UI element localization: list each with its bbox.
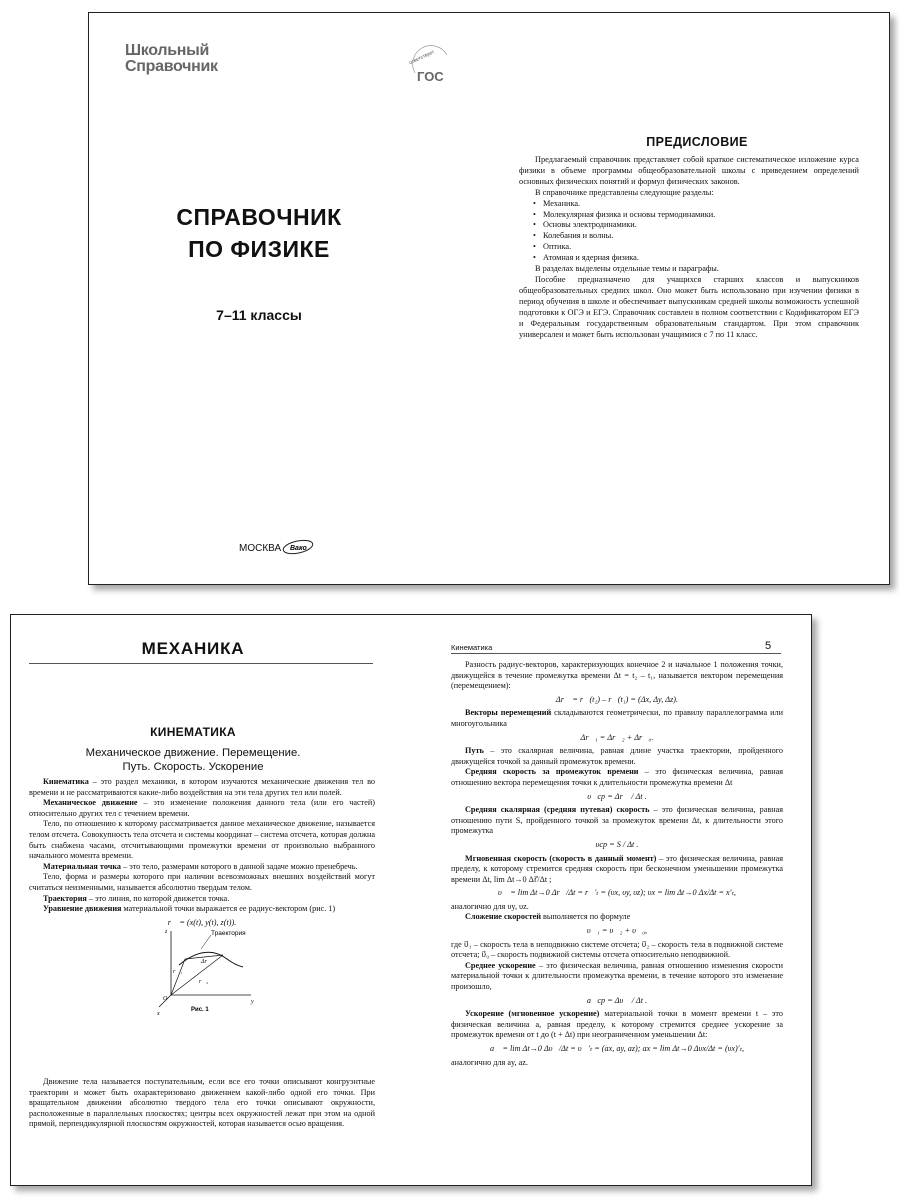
svg-text:z: z [165, 929, 168, 935]
formula: a⃗ = lim Δt→0 Δυ⃗/Δt = υ⃗′ₜ = (ax, ay, az); ax = lim Δt→0 Δυx/Δt = (υx)′ₜ, [489, 1044, 745, 1053]
fgos-logo [407, 43, 457, 89]
preface-section-list [519, 199, 859, 264]
paragraph: Средняя скорость за промежуток времени – это физическая величина, равная отношению вектора перемещения точки к длительности промежутка времени Δt [451, 767, 783, 787]
svg-text:O: O [163, 996, 168, 1002]
formula: r⃗ = (x(t), y(t), z(t)). [167, 917, 237, 927]
paragraph: Путь – это скалярная величина, равная длине участка траектории, пройденного движущейся точкой за данный промежуток времени. [451, 746, 783, 766]
svg-text:r⃗₂: r⃗₂ [199, 979, 209, 985]
page-number: 5 [765, 640, 772, 652]
formula: υср = S / Δt . [595, 839, 639, 849]
paragraph: аналогично для υy, υz. [451, 901, 529, 911]
paragraph: аналогично для ay, az. [451, 1057, 528, 1067]
svg-text:Δr⃗: Δr⃗ [201, 959, 212, 965]
paragraph: Тело, по отношению к которому рассматривается данное механическое движение, называется телом отсчета. Совокупность тела отсчета и системы координат – система отсчета, которая должна быть снабжена часами, отсчитывающими промежутки времени от произвольно выбранного начального момента времени. [29, 819, 375, 861]
title-page [88, 12, 890, 585]
content-spread [10, 614, 812, 1186]
preface-paragraph: В разделах выделены отдельные темы и параграфы. [535, 264, 719, 274]
subsection-title: КИНЕМАТИКА [150, 725, 236, 739]
paragraph: Векторы перемещений складываются геометрически, по правилу параллелограмма или многоугольника [451, 708, 784, 728]
trajectory-label: Траектория [211, 930, 246, 937]
list-item: • Механика. [533, 199, 859, 210]
formula: υ⃗ср = Δr⃗ / Δt . [587, 791, 647, 801]
section-divider [29, 663, 373, 664]
running-head: Кинематика [451, 643, 781, 654]
formula: υ⃗₁ = υ⃗₂ + υ⃗₀, [586, 926, 648, 936]
paragraph: Сложение скоростей выполняется по формуле [465, 912, 631, 922]
preface-heading: ПРЕДИСЛОВИЕ [646, 135, 748, 149]
figure-caption: Рис. 1 [191, 1007, 209, 1013]
formula: Δr⃗ = r⃗(t₂) – r⃗(t₁) = (Δx, Δy, Δz). [555, 694, 679, 704]
fgos-letters: ГОС [417, 69, 444, 84]
topic-title: Механическое движение. Перемещение. Путь. Скорость. Ускорение [85, 747, 301, 773]
preface-paragraph: В справочнике представлены следующие разделы: [535, 187, 714, 197]
list-item: • Атомная и ядерная физика. [533, 253, 859, 264]
section-title: МЕХАНИКА [141, 639, 245, 658]
publisher-logo [281, 539, 315, 555]
formula: a⃗ср = Δυ⃗ / Δt . [586, 995, 648, 1005]
svg-text:r⃗₁: r⃗₁ [173, 969, 183, 975]
list-item: • Молекулярная физика и основы термодинамики. [533, 210, 859, 221]
svg-text:x: x [157, 1011, 160, 1017]
paragraph: Траектория – это линия, по которой движется точка. [43, 893, 230, 903]
school-reference-logo: Школьный Справочник [125, 42, 218, 75]
paragraph: Ускорение (мгновенное ускорение) материальной точки в момент времени t – это физическая величина a, равная пределу, к которому стремится среднее ускорение за промежуток времени от t до (t + Δt) при неограниченном уменьшении Δt: [451, 1009, 783, 1040]
paragraph: Кинематика – это раздел механики, в котором изучаются механические движения тел во времени и не рассматриваются какие-либо воздействия на эти тела других тел или полей. [29, 777, 375, 797]
paragraph: Среднее ускорение – это физическая величина, равная отношению изменения скорости материальной точки к длительности промежутка времени, в течение которого это изменение произошло, [451, 960, 783, 992]
paragraph: Тело, форма и размеры которого при наличии всевозможных внешних воздействий могут считаться неизменными, называется абсолютно твердым телом. [29, 872, 375, 892]
paragraph: где υ⃗₁ – скорость тела в неподвижно системе отсчета; υ⃗₂ – скорость тела в подвижной системе отсчета; υ⃗₀ – скорость подвижной системы отсчета относительно неподвижной. [451, 939, 783, 960]
preface-text [519, 155, 859, 340]
book-title: СПРАВОЧНИК ПО ФИЗИКЕ [176, 204, 342, 262]
preface-paragraph: Предлагаемый справочник представляет собой краткое систематическое изложение курса физики в объеме программы общеобразовательной школы с приведением определений основных физических понятий и формул физических законов. [519, 155, 859, 186]
list-item: • Основы электродинамики. [533, 220, 859, 231]
formula: Δr⃗₁ = Δr⃗₂ + Δr⃗₀. [580, 732, 654, 742]
svg-text:y: y [251, 999, 254, 1005]
publication-city: МОСКВА [239, 543, 282, 554]
svg-text:Вако: Вако [290, 545, 307, 552]
right-column [451, 660, 783, 1068]
left-column-continued [29, 1077, 375, 1130]
list-item: • Колебания и волны. [533, 231, 859, 242]
paragraph: Разность радиус-векторов, характеризующих конечное 2 и начальное 1 положения точки, движущейся в течение промежутка времени Δt = t₂ – t₁, называется вектором перемещения (перемещением): [451, 660, 783, 691]
figure-trajectory [151, 925, 261, 1025]
list-item: • Оптика. [533, 242, 859, 253]
paragraph: Материальная точка – это тело, размерами которого в данной задаче можно пренебречь. [43, 861, 358, 871]
preface-paragraph: Пособие предназначено для учащихся старших классов и выпускников общеобразовательных средних школ. Оно может быть использовано при изучении физики в период обучения в школе и обеспечивает выпускникам средней школы возможность успешной подготовки к ОГЭ и ЕГЭ. Справочник составлен в полном соответствии с Кодификатором ЕГЭ и Федеральным государственным образовательным стандартом. При этом справочник универсален и может быть использован учащимися с 7 по 11 класс. [519, 274, 859, 339]
grades-label: 7–11 классы [216, 307, 302, 323]
left-column [29, 777, 375, 931]
paragraph: Уравнение движения материальной точки выражается ее радиус-вектором (рис. 1) [43, 904, 336, 914]
paragraph: Средняя скалярная (средняя путевая) скорость – это физическая величина, равная отношению пути S, пройденного точкой за промежуток времени Δt, к длительности этого промежутка [451, 805, 783, 836]
fgos-arc-text: ответствует [408, 49, 436, 67]
paragraph: Движение тела называется поступательным, если все его точки описывают конгруэнтные траектории и может быть охарактеризовано движением какой-либо одной его точки. При вращательном движении абсолютно твердого тела его точки описывают окружности, расположенные в параллельных плоскостях; центры всех окружностей лежат при этом на одной прямой, перпендикулярной плоскостям окружностей, которая называется осью вращения. [29, 1077, 375, 1129]
paragraph: Мгновенная скорость (скорость в данный момент) – это физическая величина, равная пределу, к которому стремится средняя скорость при бесконечном уменьшении промежутка времени Δt, lim Δt→0 Δr⃗/Δt ; [451, 853, 783, 884]
paragraph: Механическое движение – это изменение положения данного тела (или его частей) относительно других тел с течением времени. [29, 798, 375, 818]
formula: υ⃗ = lim Δt→0 Δr⃗/Δt = r⃗′ₜ = (υx, υy, υz); υx = lim Δt→0 Δx/Δt = x′ₜ, [498, 888, 736, 898]
